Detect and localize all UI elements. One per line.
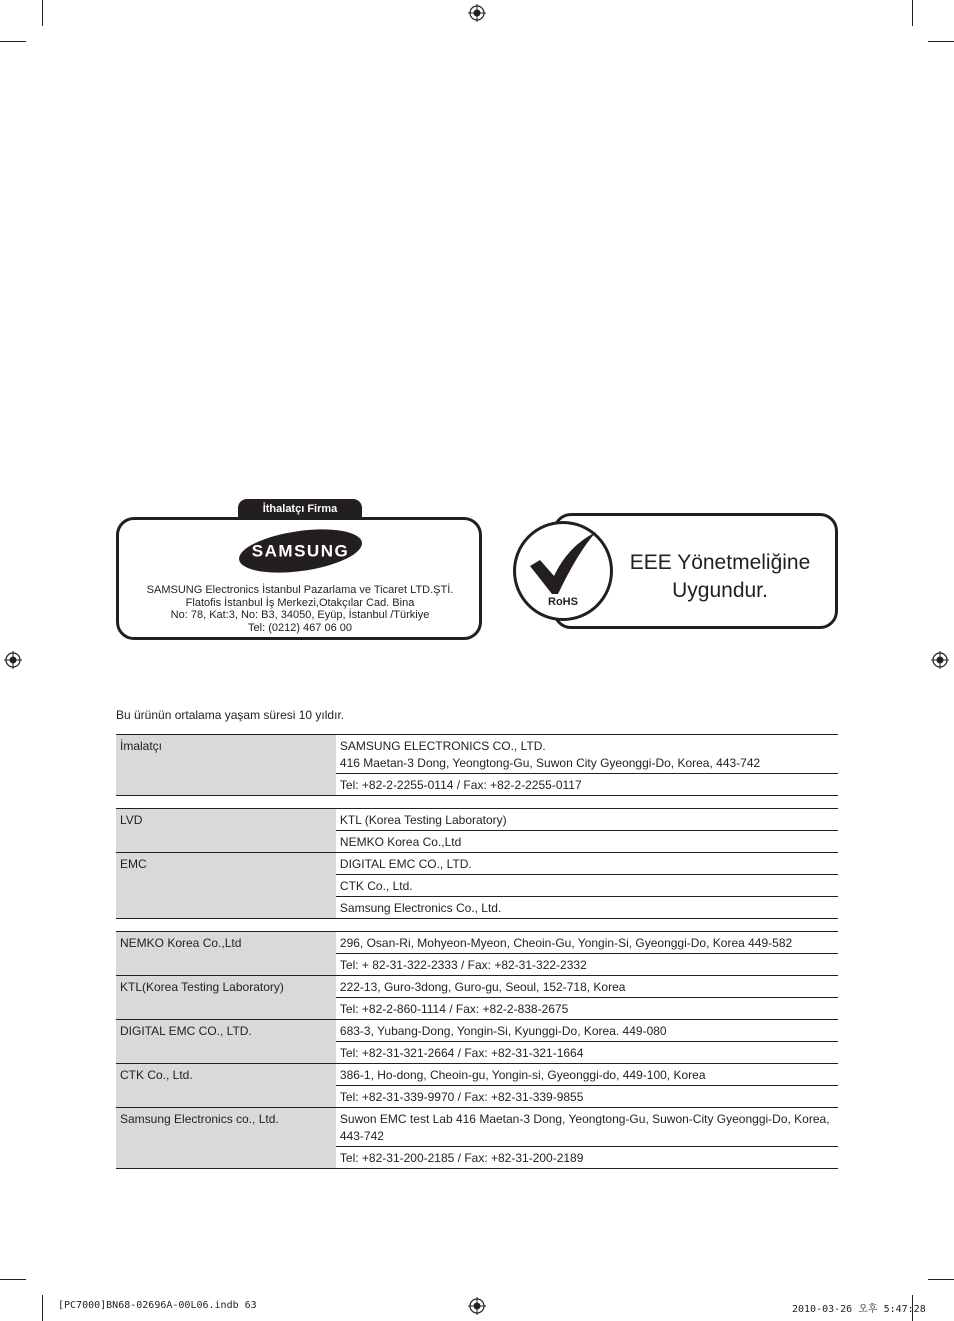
- row-label: İmalatçı: [116, 735, 336, 796]
- registration-mark-icon: [4, 651, 22, 669]
- certification-table: [116, 734, 838, 1169]
- rohs-label: RoHS: [548, 596, 578, 608]
- row-value: Tel: +82-31-339-9970 / Fax: +82-31-339-9855: [336, 1086, 838, 1108]
- crop-mark: [928, 1279, 954, 1280]
- samsung-logo-text: SAMSUNG: [251, 541, 350, 561]
- checkmark-icon: [524, 528, 604, 600]
- row-value: Samsung Electronics Co., Ltd.: [336, 897, 838, 919]
- table-row: [116, 1108, 838, 1147]
- importer-tab-label: İthalatçı Firma: [238, 499, 362, 519]
- row-label: CTK Co., Ltd.: [116, 1064, 336, 1108]
- row-label: NEMKO Korea Co.,Ltd: [116, 932, 336, 976]
- row-value: Tel: +82-31-321-2664 / Fax: +82-31-321-1664: [336, 1042, 838, 1064]
- table-row: [116, 976, 838, 998]
- row-value: KTL (Korea Testing Laboratory): [336, 809, 838, 831]
- crop-mark: [928, 41, 954, 42]
- crop-mark: [0, 1279, 26, 1280]
- lifetime-note: Bu ürünün ortalama yaşam süresi 10 yıldır.: [116, 708, 345, 722]
- manufacturer-name: SAMSUNG ELECTRONICS CO., LTD.: [339, 739, 546, 753]
- table-row: [116, 932, 838, 954]
- importer-line: SAMSUNG Electronics İstanbul Pazarlama ve Ticaret LTD.ŞTİ.: [146, 584, 454, 596]
- table-spacer: [116, 919, 838, 932]
- row-label: EMC: [116, 853, 336, 919]
- table-row: [116, 1064, 838, 1086]
- row-label: LVD: [116, 809, 336, 853]
- row-value: DIGITAL EMC CO., LTD.: [336, 853, 838, 875]
- table-row: [116, 1020, 838, 1042]
- registration-mark-icon: [468, 4, 486, 22]
- importer-line: Tel: (0212) 467 06 00: [248, 621, 352, 634]
- footer-timestamp: 2010-03-26 오후 5:47:28: [792, 1304, 926, 1315]
- row-value: [336, 735, 838, 774]
- compliance-text: [612, 549, 828, 605]
- crop-mark: [912, 0, 913, 26]
- row-label: Samsung Electronics co., Ltd.: [116, 1108, 336, 1169]
- table-row: [116, 809, 838, 831]
- row-label: KTL(Korea Testing Laboratory): [116, 976, 336, 1020]
- crop-mark: [0, 41, 26, 42]
- row-value: Tel: + 82-31-322-2333 / Fax: +82-31-322-2332: [336, 954, 838, 976]
- samsung-logo: [237, 528, 364, 574]
- row-value: 296, Osan-Ri, Mohyeon-Myeon, Cheoin-Gu, Yongin-Si, Gyeonggi-Do, Korea 449-582: [336, 932, 838, 954]
- row-value: Tel: +82-2-860-1114 / Fax: +82-2-838-2675: [336, 998, 838, 1020]
- importer-address: [118, 584, 482, 634]
- table-row: [116, 735, 838, 774]
- manufacturer-address: 416 Maetan-3 Dong, Yeongtong-Gu, Suwon City Gyeonggi-Do, Korea, 443-742: [339, 756, 761, 770]
- row-value: Tel: +82-31-200-2185 / Fax: +82-31-200-2189: [336, 1147, 838, 1169]
- table-row: [116, 853, 838, 875]
- registration-mark-icon: [468, 1297, 486, 1315]
- table-spacer: [116, 796, 838, 809]
- compliance-line: EEE Yönetmeliğine: [629, 551, 811, 574]
- registration-mark-icon: [931, 651, 949, 669]
- crop-mark: [42, 0, 43, 26]
- rohs-badge: [513, 521, 613, 621]
- crop-mark: [42, 1295, 43, 1321]
- row-value: 386-1, Ho-dong, Cheoin-gu, Yongin-si, Gyeonggi-do, 449-100, Korea: [336, 1064, 838, 1086]
- importer-line: Flatofis İstanbul İş Merkezi,Otakçılar Cad. Bina: [185, 596, 415, 609]
- footer-file-info: [PC7000]BN68-02696A-00L06.indb 63: [58, 1300, 257, 1311]
- compliance-line: Uygundur.: [672, 579, 768, 602]
- importer-line: No: 78, Kat:3, No: B3, 34050, Eyüp, İstanbul /Türkiye: [170, 609, 430, 621]
- row-value: 222-13, Guro-3dong, Guro-gu, Seoul, 152-718, Korea: [336, 976, 838, 998]
- row-label: DIGITAL EMC CO., LTD.: [116, 1020, 336, 1064]
- row-value: Suwon EMC test Lab 416 Maetan-3 Dong, Yeongtong-Gu, Suwon-City Gyeonggi-Do, Korea, 443-742: [336, 1108, 838, 1147]
- row-value: 683-3, Yubang-Dong, Yongin-Si, Kyunggi-Do, Korea. 449-080: [336, 1020, 838, 1042]
- row-value: Tel: +82-2-2255-0114 / Fax: +82-2-2255-0117: [336, 774, 838, 796]
- row-value: CTK Co., Ltd.: [336, 875, 838, 897]
- row-value: NEMKO Korea Co.,Ltd: [336, 831, 838, 853]
